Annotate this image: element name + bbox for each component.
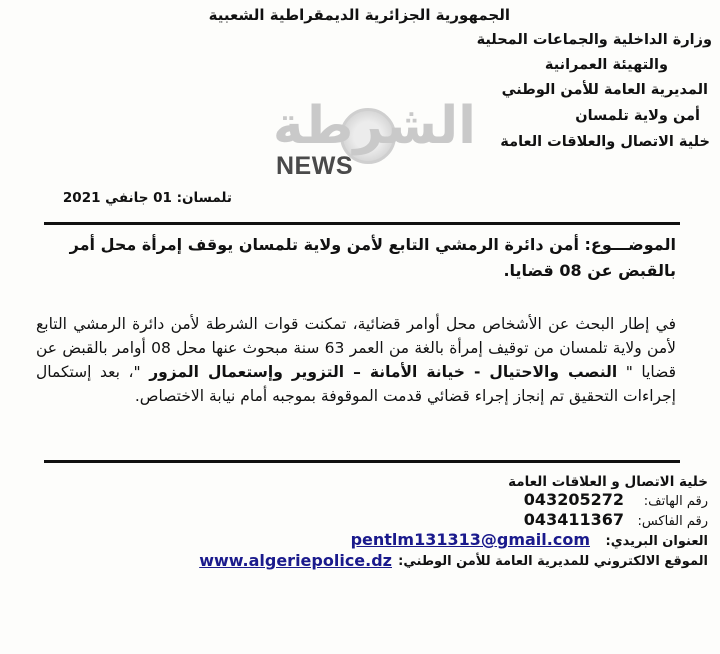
subject-line: الموضـــوع: أمن دائرة الرمشي التابع لأمن ولاية تلمسان يوقف إمرأة محل أمر بالقبض عن 08 قضايا. [69,235,676,280]
logo-news-text: NEWS [276,152,353,180]
divider-top [44,222,680,225]
cell-heading: خلية الاتصال والعلاقات العامة [500,134,710,150]
email-link[interactable]: pentlm131313@gmail.com [350,530,590,549]
fax-number: 043411367 [523,510,624,529]
phone-label: رقم الهاتف: [643,494,708,509]
body-text-part1: في إطار البحث عن الأشخاص محل أوامر قضائية، تمكنت قوات الشرطة لأمن دائرة الرمشي التابع لأمن ولاية تلمسان من توقيف إمرأة بالغة من العمر 63 سنة مبحوث عنها محل 08 أوامر بالقبض عن قضايا " [36,315,676,381]
ministry-line-1: وزارة الداخلية والجماعات المحلية [476,32,712,48]
footer-cell-name: خلية الاتصال و العلاقات العامة [508,474,708,490]
police-news-logo [266,96,476,191]
ministry-line-2: والتهيئة العمرانية [544,57,668,73]
wilaya-heading: أمن ولاية تلمسان [575,108,700,124]
body-paragraph [36,312,676,408]
directorate-heading: المديرية العامة للأمن الوطني [501,82,708,98]
logo-arabic-text: الشرطة [272,96,476,156]
divider-bottom [44,460,680,463]
republic-heading: الجمهورية الجزائرية الديمقراطية الشعبية [208,6,510,24]
website-label: الموقع الالكتروني للمديرية العامة للأمن الوطني: [398,554,708,569]
website-link[interactable]: www.algeriepolice.dz [199,551,392,570]
body-charges-bold: النصب والاحتيال - خيانة الأمانة – التزوير وإستعمال المزور [149,363,618,381]
document-date: تلمسان: 01 جانفي 2021 [62,190,232,206]
email-label: العنوان البريدي: [605,534,708,549]
body-text-part2: "، بعد إستكمال إجراءات التحقيق تم إنجاز إجراء قضائي قدمت الموقوفة بموجبه أمام نيابة الاختصاص. [36,363,676,405]
phone-number: 043205272 [523,490,624,509]
fax-label: رقم الفاكس: [637,514,708,529]
